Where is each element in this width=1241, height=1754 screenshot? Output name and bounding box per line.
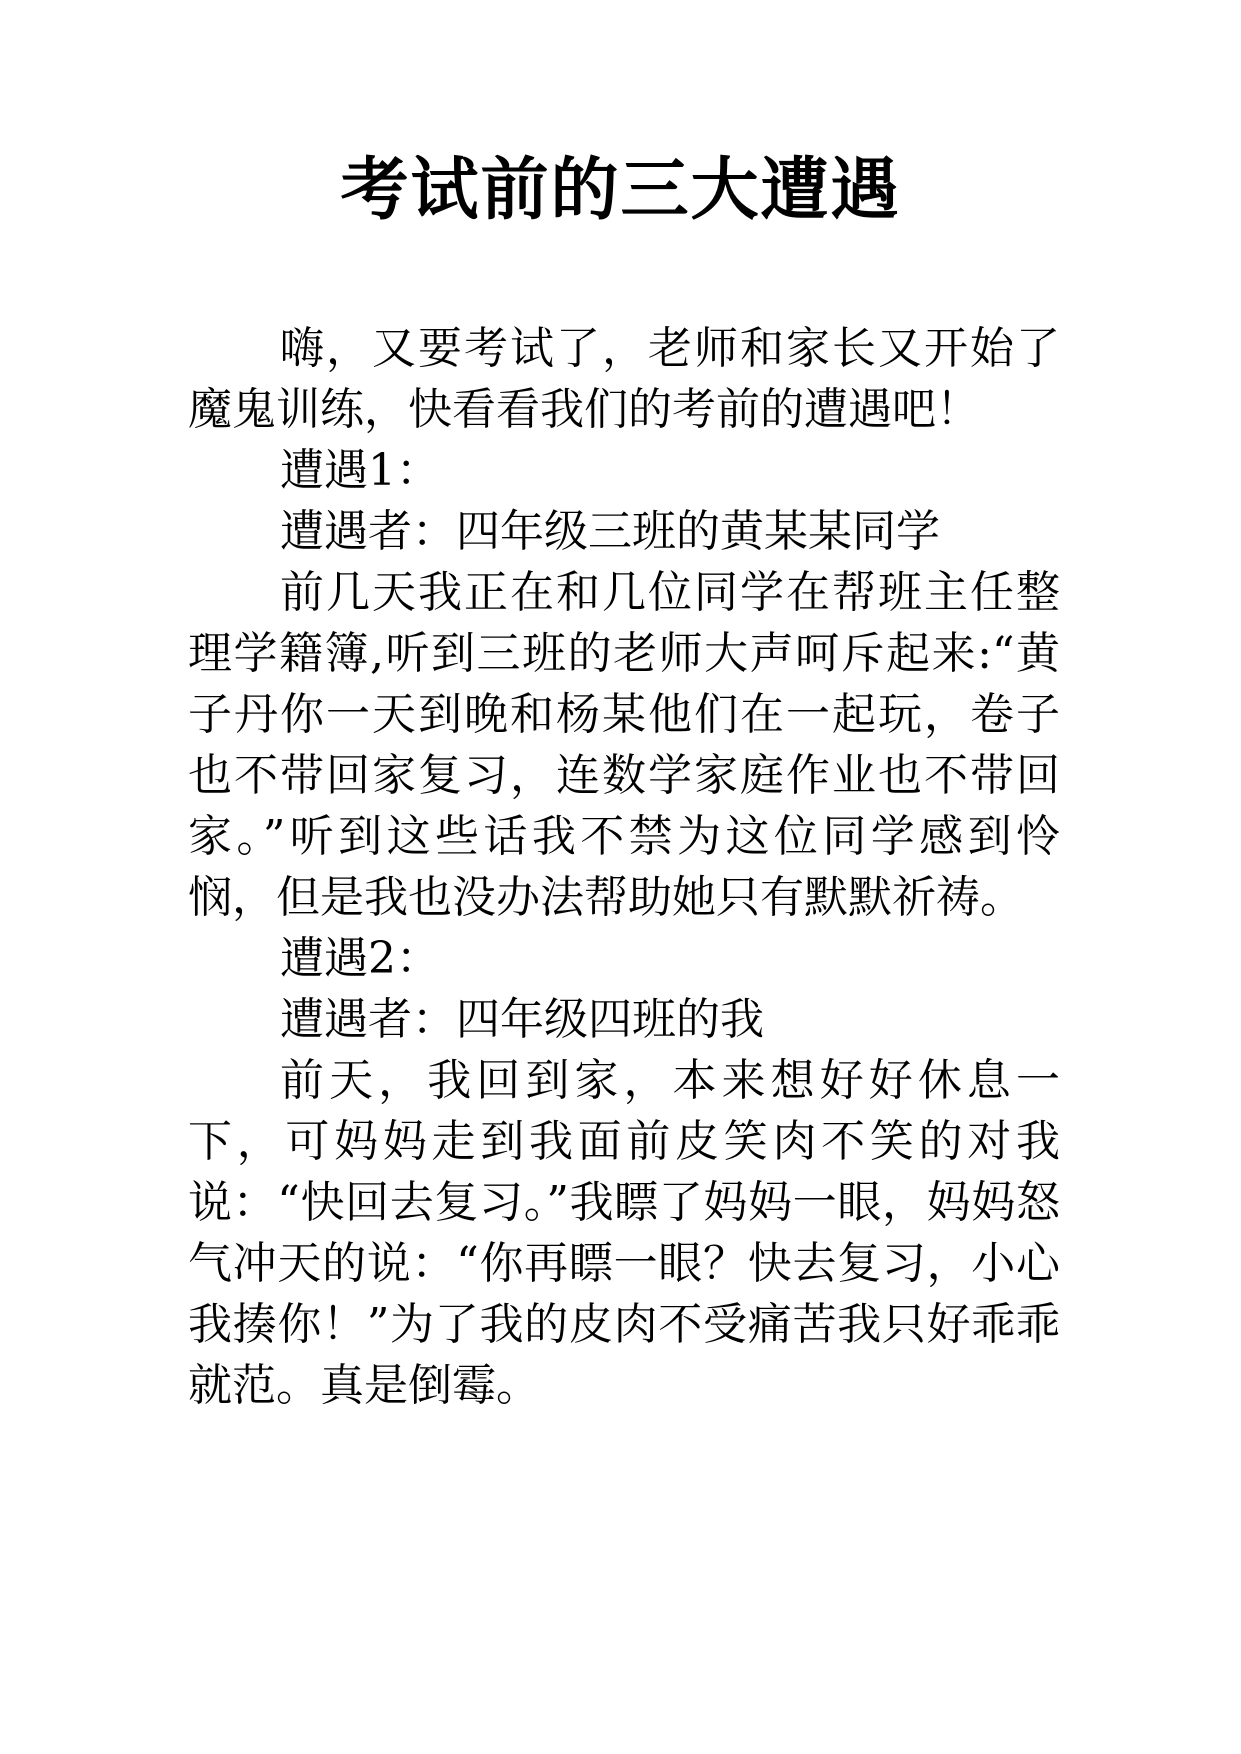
document-body [188,318,1060,1416]
document-title: 考试前的三大遭遇 [340,150,901,230]
paragraph-intro: 嗨，又要考试了，老师和家长又开始了魔鬼训练，快看看我们的考前的遭遇吧！ [188,323,1060,435]
paragraph-encounter-2-person: 遭遇者：四年级四班的我 [280,994,764,1045]
paragraph-encounter-1-story: 前几天我正在和几位同学在帮班主任整理学籍簿,听到三班的老师大声呵斥起来:“黄子丹你一天到晚和杨某他们在一起玩，卷子也不带回家复习，连数学家庭作业也不带回家。”听到这些话我不禁为这位同学感到怜悯，但是我也没办法帮助她只有默默祈祷。 [188,567,1060,923]
paragraph-encounter-1-heading: 遭遇1： [280,445,440,496]
paragraph-encounter-1-person: 遭遇者：四年级三班的黄某某同学 [280,506,940,557]
paragraph-encounter-2-heading: 遭遇2： [280,933,440,984]
paragraph-encounter-2-story: 前天，我回到家，本来想好好休息一下，可妈妈走到我面前皮笑肉不笑的对我说：“快回去复习。”我瞟了妈妈一眼，妈妈怒气冲天的说：“你再瞟一眼？快去复习，小心我揍你！”为了我的皮肉不受痛苦我只好乖乖就范。真是倒霉。 [188,1055,1060,1411]
